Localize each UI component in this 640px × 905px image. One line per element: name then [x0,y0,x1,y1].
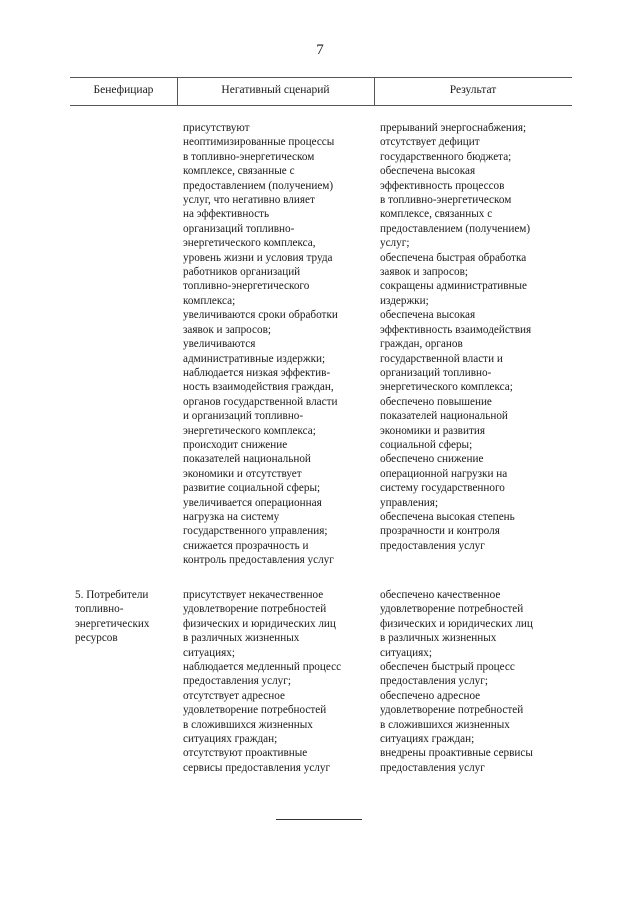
column-header-beneficiary: Бенефициар [93,84,154,96]
cell-result: прерываний энергоснабжения; отсутствует дефицит государственного бюджета; обеспечена высокая эффективность процессов в топливно-энергетическом комплексе, связанных с предоставлением (получением) услуг; обеспечена быстрая обработка заявок и запросов; сокращены административные издержки; обеспечена высокая эффективность взаимодействия граждан, органов государственной власти и организаций топливно- энергетического комплекса; обеспечено повышение показателей национальной экономики и развития социальной сферы; обеспечено снижение операционной нагрузки на систему государственного управления; обеспечена высокая степень прозрачности и контроля предоставления услуг [380,122,532,552]
header-rule-bottom [70,105,572,106]
cell-negative-scenario: присутствуют неоптимизированные процессы в топливно-энергетическом комплексе, связанные с предоставлением (получением) услуг, что негативно влияет на эффективность организаций топливно- энергетического комплекса, уровень жизни и условия труда работников организаций топливно-энергетического комплекса; увеличиваются сроки обработки заявок и запросов; увеличиваются административные издержки; наблюдается низкая эффектив- ность взаимодействия граждан, органов государственной власти и организаций топливно- энергетического комплекса; происходит снижение показателей национальной экономики и отсутствует развитие социальной сферы; увеличивается операционная нагрузка на систему государственного управления; снижается прозрачность и контроль предоставления услуг [183,122,338,567]
page-number: 7 [316,42,324,58]
footer-rule [276,819,362,820]
header-rule-top [70,77,572,78]
cell-result: обеспечено качественное удовлетворение потребностей физических и юридических лиц в различных жизненных ситуациях; обеспечен быстрый процесс предоставления услуг; обеспечено адресное удовлетворение потребностей в сложившихся жизненных ситуациях граждан; внедрены проактивные сервисы предоставления услуг [380,589,533,774]
cell-negative-scenario: присутствует некачественное удовлетворение потребностей физических и юридических лиц в различных жизненных ситуациях; наблюдается медленный процесс предоставления услуг; отсутствует адресное удовлетворение потребностей в сложившихся жизненных ситуациях граждан; отсутствуют проактивные сервисы предоставления услуг [183,589,342,774]
column-header-result: Результат [449,84,497,96]
cell-beneficiary: 5. Потребители топливно- энергетических ресурсов [75,589,150,645]
column-header-negative-scenario: Негативный сценарий [221,84,330,96]
